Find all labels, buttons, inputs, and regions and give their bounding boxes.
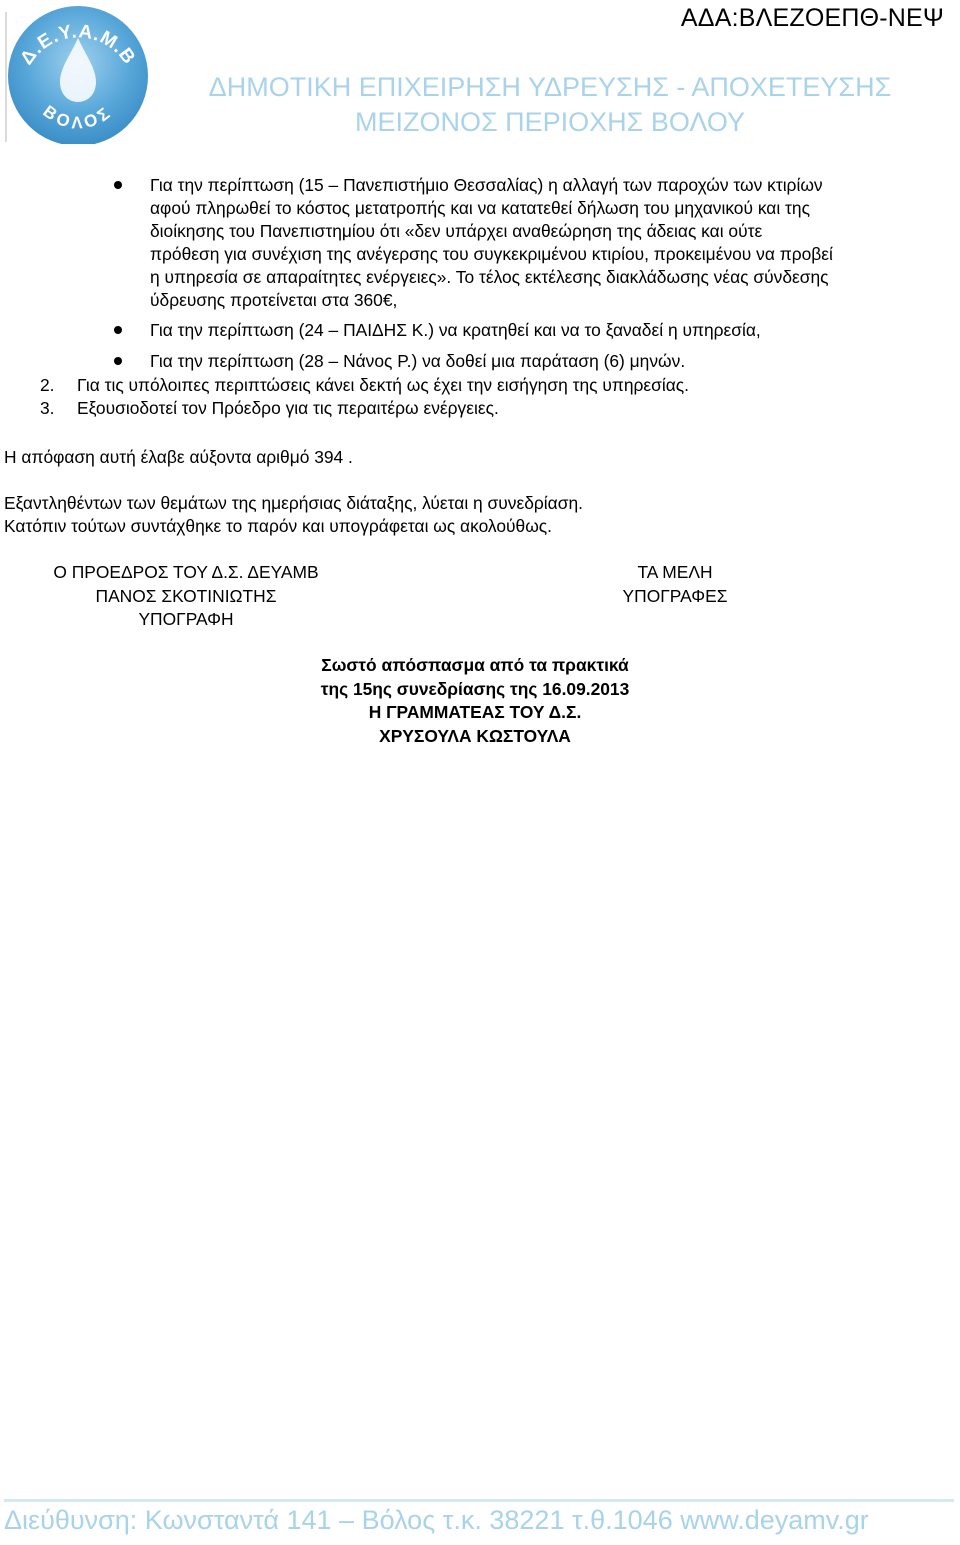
- bullet-line: ύδρευσης προτείνεται στα 360€,: [150, 290, 398, 310]
- closing-line-2: Κατόπιν τούτων συντάχθηκε το παρόν και υπογράφεται ως ακολούθως.: [4, 516, 553, 536]
- bullet-line: αφού πληρωθεί το κόστος μετατροπής και να κατατεθεί δήλωση του μηχανικού και της: [150, 198, 810, 218]
- numbered-item-2: [40, 374, 689, 397]
- bullet-line: πρόθεση για συνέχιση της ανέγερσης του συγκεκριμένου κτιρίου, προκειμένου να προβεί: [150, 244, 833, 264]
- item-text: Για τις υπόλοιπες περιπτώσεις κάνει δεκτή ως έχει την εισήγηση της υπηρεσίας.: [77, 375, 690, 395]
- president-signature-label: ΥΠΟΓΡΑΦΗ: [138, 609, 234, 629]
- logo-emblem: [4, 2, 150, 144]
- item-text: Εξουσιοδοτεί τον Πρόεδρο για τις περαιτέρω ενέργειες.: [77, 398, 499, 418]
- members-signature-block: [575, 561, 775, 608]
- organization-name-line2: ΜΕΙΖΟΝΟΣ ΠΕΡΙΟΧΗΣ ΒΟΛΟΥ: [354, 107, 746, 137]
- secretary-title: Η ΓΡΑΜΜΑΤΕΑΣ ΤΟΥ Δ.Σ.: [368, 702, 582, 722]
- bullet-line: η υπηρεσία σε απαραίτητες ενέργειες». Το τέλος εκτέλεσης διακλάδωσης νέας σύνδεσης: [150, 267, 829, 287]
- bullet-line: Για την περίπτωση (24 – ΠΑΙΔΗΣ Κ.) να κρατηθεί και να το ξαναδεί η υπηρεσία,: [150, 320, 761, 340]
- president-name: ΠΑΝΟΣ ΣΚΟΤΙΝΙΩΤΗΣ: [95, 585, 277, 606]
- logo-text-bottom: ΒΟΛΟΣ: [39, 101, 117, 133]
- decision-number-text: Η απόφαση αυτή έλαβε αύξοντα αριθμό 394 .: [4, 447, 353, 467]
- item-number: 2.: [40, 375, 55, 395]
- bullet-item-nanos: [150, 350, 950, 373]
- bullet-item-university: [150, 174, 950, 312]
- secretary-name: ΧΡΥΣΟΥΛΑ ΚΩΣΤΟΥΛΑ: [379, 725, 571, 746]
- footer-divider: [4, 1499, 954, 1502]
- logo-text-top: Δ.Ε.Υ.Α.Μ.Β: [16, 21, 140, 69]
- extract-line: Σωστό απόσπασμα από τα πρακτικά: [321, 655, 629, 675]
- organization-logo: [4, 2, 150, 144]
- members-signature-label: ΥΠΟΓΡΑΦΕΣ: [622, 585, 728, 606]
- item-number: 3.: [40, 398, 55, 418]
- footer-address: Διεύθυνση: Κωνσταντά 141 – Βόλος τ.κ. 38221 τ.θ.1046 www.deyamv.gr: [4, 1505, 869, 1535]
- bullet-item-paidis: [150, 319, 950, 342]
- ada-code: ΑΔΑ:ΒΛΕΖΟΕΠΘ-ΝΕΨ: [680, 4, 944, 32]
- bullet-line: Για την περίπτωση (28 – Νάνος Ρ.) να δοθεί μια παράταση (6) μηνών.: [150, 351, 686, 371]
- closing-line-1: Εξαντληθέντων των θεμάτων της ημερήσιας διάταξης, λύεται η συνεδρίαση.: [4, 493, 583, 513]
- numbered-item-3: [40, 397, 499, 420]
- president-title: Ο ΠΡΟΕΔΡΟΣ ΤΟΥ Δ.Σ. ΔΕΥΑΜΒ: [53, 562, 319, 582]
- president-signature-block: [0, 561, 372, 632]
- bullet-line: Για την περίπτωση (15 – Πανεπιστήμιο Θεσσαλίας) η αλλαγή των παροχών των κτιρίων: [150, 175, 823, 195]
- bullet-line: διοίκησης του Πανεπιστημίου ότι «δεν υπάρχει αναθεώρηση της άδειας και ούτε: [150, 221, 763, 241]
- extract-certification: [175, 654, 775, 748]
- extract-line: της 15ης συνεδρίασης της 16.09.2013: [320, 678, 630, 699]
- organization-name-line1: ΔΗΜΟΤΙΚΗ ΕΠΙΧΕΙΡΗΣΗ ΥΔΡΕΥΣΗΣ - ΑΠΟΧΕΤΕΥΣΗΣ: [208, 72, 892, 102]
- members-title: ΤΑ ΜΕΛΗ: [637, 562, 713, 582]
